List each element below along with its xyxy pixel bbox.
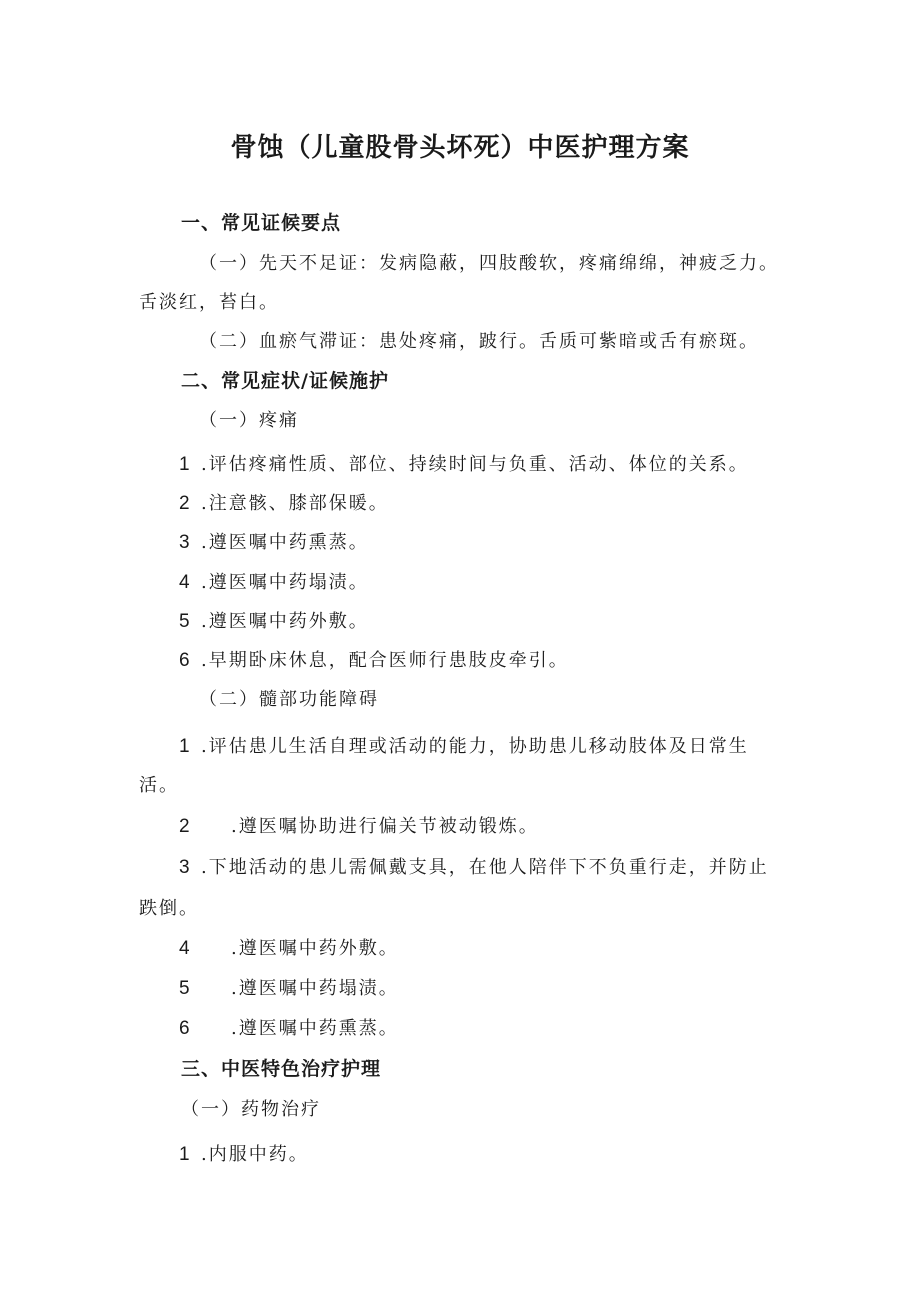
list-item (179, 734, 749, 760)
list-number: 4 (179, 938, 192, 959)
section-heading-1: 一、常见证候要点 (181, 212, 342, 234)
list-text: .评估患儿生活自理或活动的能力，协助患儿移动肢体及日常生 (201, 736, 749, 757)
list-number: 3 (179, 857, 192, 878)
list-item (179, 855, 769, 881)
paragraph-syndrome-1-continued: 舌淡红，苔白。 (139, 292, 279, 313)
list-item (179, 491, 389, 517)
section-heading-3: 三、中医特色治疗护理 (181, 1058, 382, 1080)
paragraph-syndrome-1: （一）先天不足证：发病隐蔽，四肢酸软，疼痛绵绵，神疲乏力。 (199, 253, 779, 274)
list-text: .遵医嘱中药外敷。 (201, 611, 369, 632)
list-number: 6 (179, 650, 192, 671)
list-number: 4 (179, 572, 192, 593)
list-item-continued: 活。 (139, 775, 179, 796)
list-text: .下地活动的患儿需佩戴支具，在他人陪伴下不负重行走，并防止 (201, 857, 769, 878)
section-heading-2: 二、常见症状/证候施护 (181, 370, 389, 392)
subheading-drug-therapy: （一）药物治疗 (181, 1099, 321, 1120)
list-item (179, 609, 369, 635)
list-text: .评估疼痛性质、部位、持续时间与负重、活动、体位的关系。 (201, 454, 749, 475)
paragraph-syndrome-2: （二）血瘀气滞证：患处疼痛，跛行。舌质可紫暗或舌有瘀斑。 (199, 331, 759, 352)
list-item (179, 530, 369, 556)
list-text: .注意骸、膝部保暖。 (201, 493, 389, 514)
list-number: 1 (179, 1144, 192, 1165)
list-item (179, 814, 539, 840)
list-text: .遵医嘱协助进行偏关节被动锻炼。 (231, 816, 539, 837)
list-number: 3 (179, 532, 192, 553)
list-number: 2 (179, 493, 192, 514)
list-text: .遵医嘱中药熏蒸。 (201, 532, 369, 553)
list-item (179, 452, 749, 478)
list-item (179, 1142, 309, 1168)
list-item (179, 1016, 399, 1042)
list-text: .内服中药。 (201, 1144, 309, 1165)
list-text: .遵医嘱中药塌渍。 (201, 572, 369, 593)
list-number: 1 (179, 454, 192, 475)
list-text: .早期卧床休息，配合医师行患肢皮牵引。 (201, 650, 569, 671)
list-number: 6 (179, 1018, 192, 1039)
document-title: 骨蚀（儿童股骨头坏死）中医护理方案 (230, 133, 690, 163)
subheading-function-disorder: （二）髓部功能障碍 (199, 689, 379, 710)
list-item-continued: 跌倒。 (139, 898, 199, 919)
subheading-pain: （一）疼痛 (199, 410, 299, 431)
list-text: .遵医嘱中药熏蒸。 (231, 1018, 399, 1039)
list-number: 5 (179, 611, 192, 632)
list-item (179, 976, 399, 1002)
list-number: 5 (179, 978, 192, 999)
list-text: .遵医嘱中药塌渍。 (231, 978, 399, 999)
list-number: 2 (179, 816, 192, 837)
list-item (179, 648, 569, 674)
list-text: .遵医嘱中药外敷。 (231, 938, 399, 959)
list-item (179, 936, 399, 962)
list-item (179, 570, 369, 596)
list-number: 1 (179, 736, 192, 757)
